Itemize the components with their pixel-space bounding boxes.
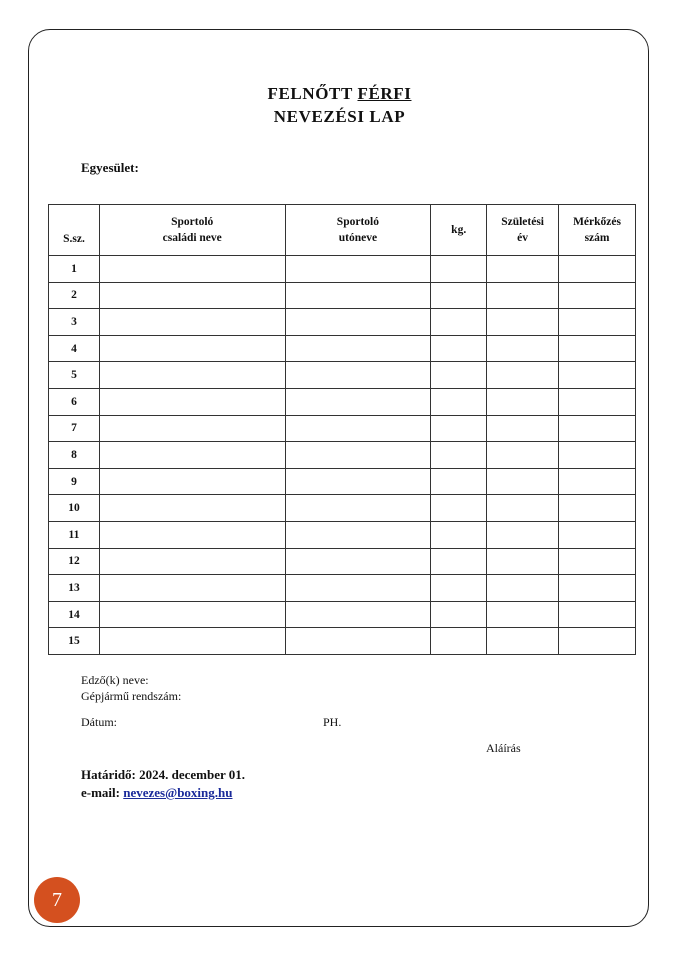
birth-year-cell[interactable] — [487, 335, 559, 362]
family-name-cell[interactable] — [99, 335, 285, 362]
family-name-cell[interactable] — [99, 495, 285, 522]
birth-year-cell[interactable] — [487, 548, 559, 575]
row-number: 15 — [49, 628, 100, 655]
date-label: Dátum: — [81, 715, 117, 729]
family-name-cell[interactable] — [99, 468, 285, 495]
row-number: 8 — [49, 442, 100, 469]
match-count-cell[interactable] — [559, 521, 636, 548]
given-name-cell[interactable] — [285, 282, 431, 309]
coach-label: Edző(k) neve: — [81, 673, 149, 687]
row-number: 3 — [49, 309, 100, 336]
ph-label: PH. — [323, 715, 342, 729]
table-row — [49, 282, 636, 309]
header-birth-year: Születési év — [487, 205, 559, 256]
header-serial: S.sz. — [49, 205, 100, 256]
family-name-cell[interactable] — [99, 415, 285, 442]
table-row — [49, 468, 636, 495]
match-count-cell[interactable] — [559, 256, 636, 283]
signature-label: Aláírás — [486, 741, 521, 755]
family-name-cell[interactable] — [99, 548, 285, 575]
row-number: 1 — [49, 256, 100, 283]
row-number: 10 — [49, 495, 100, 522]
header-given-name: Sportoló utóneve — [285, 205, 431, 256]
weight-cell[interactable] — [431, 495, 487, 522]
weight-cell[interactable] — [431, 442, 487, 469]
match-count-cell[interactable] — [559, 388, 636, 415]
row-number: 6 — [49, 388, 100, 415]
family-name-cell[interactable] — [99, 442, 285, 469]
family-name-cell[interactable] — [99, 309, 285, 336]
birth-year-cell[interactable] — [487, 521, 559, 548]
family-name-cell[interactable] — [99, 601, 285, 628]
birth-year-cell[interactable] — [487, 575, 559, 602]
given-name-cell[interactable] — [285, 256, 431, 283]
weight-cell[interactable] — [431, 282, 487, 309]
table-row — [49, 521, 636, 548]
birth-year-cell[interactable] — [487, 282, 559, 309]
birth-year-cell[interactable] — [487, 415, 559, 442]
row-number: 9 — [49, 468, 100, 495]
match-count-cell[interactable] — [559, 362, 636, 389]
row-number: 12 — [49, 548, 100, 575]
header-weight: kg. — [431, 205, 487, 256]
match-count-cell[interactable] — [559, 548, 636, 575]
birth-year-cell[interactable] — [487, 309, 559, 336]
match-count-cell[interactable] — [559, 415, 636, 442]
birth-year-cell[interactable] — [487, 362, 559, 389]
title-gender: FÉRFI — [357, 84, 412, 103]
table-row — [49, 601, 636, 628]
given-name-cell[interactable] — [285, 415, 431, 442]
table-row — [49, 575, 636, 602]
birth-year-cell[interactable] — [487, 468, 559, 495]
form-subtitle: NEVEZÉSI LAP — [273, 107, 406, 126]
table-row — [49, 442, 636, 469]
page-number-badge: 7 — [34, 877, 80, 923]
given-name-cell[interactable] — [285, 575, 431, 602]
row-number: 13 — [49, 575, 100, 602]
table-header-row — [49, 205, 636, 256]
given-name-cell[interactable] — [285, 309, 431, 336]
birth-year-cell[interactable] — [487, 601, 559, 628]
given-name-cell[interactable] — [285, 495, 431, 522]
vehicle-label: Gépjármű rendszám: — [81, 689, 182, 703]
table-row — [49, 335, 636, 362]
weight-cell[interactable] — [431, 628, 487, 655]
weight-cell[interactable] — [431, 256, 487, 283]
entry-table — [48, 204, 636, 655]
email-line — [81, 785, 232, 801]
given-name-cell[interactable] — [285, 548, 431, 575]
family-name-cell[interactable] — [99, 521, 285, 548]
form-title — [0, 84, 679, 104]
weight-cell[interactable] — [431, 521, 487, 548]
given-name-cell[interactable] — [285, 601, 431, 628]
table-row — [49, 309, 636, 336]
row-number: 2 — [49, 282, 100, 309]
weight-cell[interactable] — [431, 362, 487, 389]
table-row — [49, 388, 636, 415]
birth-year-cell[interactable] — [487, 388, 559, 415]
given-name-cell[interactable] — [285, 628, 431, 655]
birth-year-cell[interactable] — [487, 256, 559, 283]
family-name-cell[interactable] — [99, 256, 285, 283]
given-name-cell[interactable] — [285, 362, 431, 389]
email-link[interactable]: nevezes@boxing.hu — [123, 785, 233, 800]
row-number: 14 — [49, 601, 100, 628]
match-count-cell[interactable] — [559, 309, 636, 336]
row-number: 4 — [49, 335, 100, 362]
table-row — [49, 256, 636, 283]
row-number: 7 — [49, 415, 100, 442]
weight-cell[interactable] — [431, 335, 487, 362]
weight-cell[interactable] — [431, 468, 487, 495]
match-count-cell[interactable] — [559, 335, 636, 362]
match-count-cell[interactable] — [559, 575, 636, 602]
match-count-cell[interactable] — [559, 282, 636, 309]
table-row — [49, 628, 636, 655]
deadline: Határidő: 2024. december 01. — [81, 767, 246, 782]
weight-cell[interactable] — [431, 415, 487, 442]
table-row — [49, 415, 636, 442]
family-name-cell[interactable] — [99, 575, 285, 602]
row-number: 11 — [49, 521, 100, 548]
table-row — [49, 548, 636, 575]
weight-cell[interactable] — [431, 575, 487, 602]
weight-cell[interactable] — [431, 309, 487, 336]
table-row — [49, 495, 636, 522]
family-name-cell[interactable] — [99, 628, 285, 655]
given-name-cell[interactable] — [285, 442, 431, 469]
match-count-cell[interactable] — [559, 442, 636, 469]
weight-cell[interactable] — [431, 388, 487, 415]
given-name-cell[interactable] — [285, 468, 431, 495]
match-count-cell[interactable] — [559, 601, 636, 628]
row-number: 5 — [49, 362, 100, 389]
birth-year-cell[interactable] — [487, 628, 559, 655]
match-count-cell[interactable] — [559, 628, 636, 655]
family-name-cell[interactable] — [99, 388, 285, 415]
table-row — [49, 362, 636, 389]
match-count-cell[interactable] — [559, 495, 636, 522]
title-prefix: FELNŐTT — [267, 84, 358, 103]
header-match-count: Mérkőzés szám — [559, 205, 636, 256]
given-name-cell[interactable] — [285, 521, 431, 548]
match-count-cell[interactable] — [559, 468, 636, 495]
birth-year-cell[interactable] — [487, 442, 559, 469]
given-name-cell[interactable] — [285, 388, 431, 415]
header-family-name: Sportoló családi neve — [99, 205, 285, 256]
weight-cell[interactable] — [431, 548, 487, 575]
weight-cell[interactable] — [431, 601, 487, 628]
given-name-cell[interactable] — [285, 335, 431, 362]
birth-year-cell[interactable] — [487, 495, 559, 522]
family-name-cell[interactable] — [99, 362, 285, 389]
club-label: Egyesület: — [81, 160, 139, 175]
family-name-cell[interactable] — [99, 282, 285, 309]
email-label: e-mail: — [81, 785, 124, 800]
